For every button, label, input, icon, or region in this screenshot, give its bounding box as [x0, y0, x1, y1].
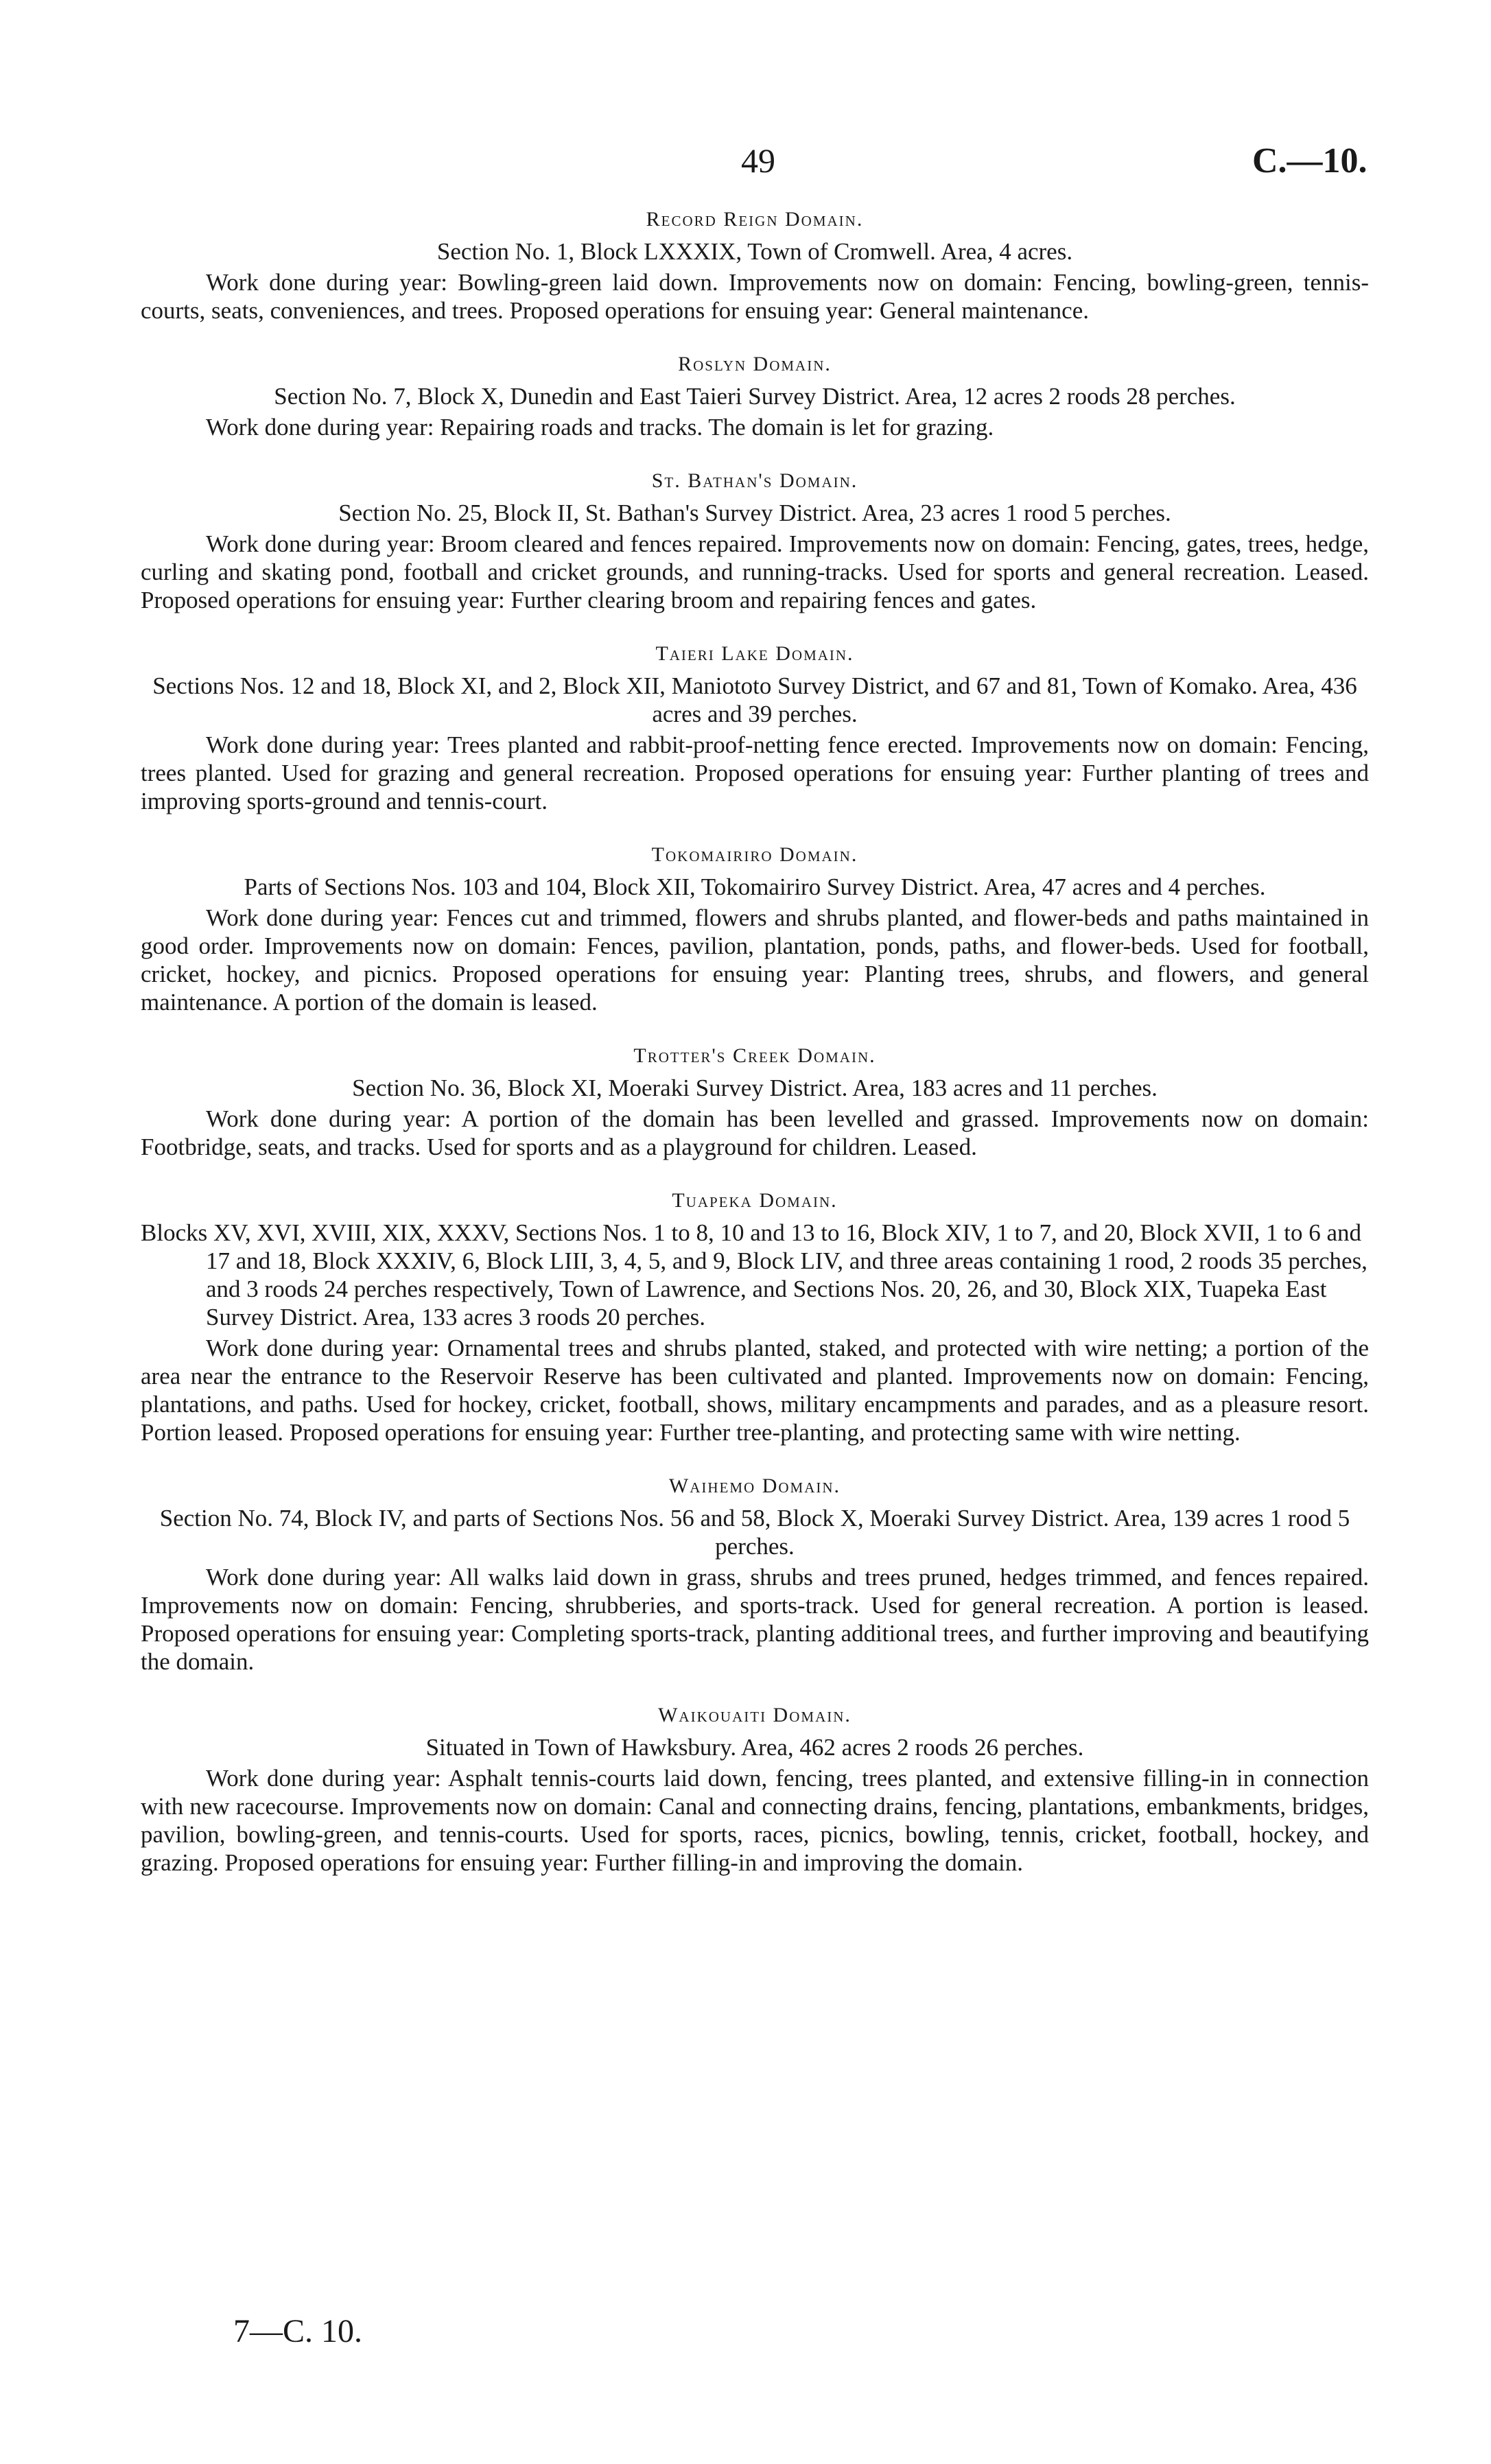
domain-work: Work done during year: Broom cleared and fences repaired. Improvements now on domain: Fencing, gates, trees, hedge, curling and skating pond, football and cricket grounds, and running-tracks. Used for sports and general recreation. Leased. Proposed operations for ensuing year: Further clearing broom and repairing fences and gates. [141, 530, 1369, 613]
domain-section [141, 351, 1369, 441]
domain-work: Work done during year: Ornamental trees and shrubs planted, staked, and protected with wire netting; a portion of the area near the entrance to the Reservoir Reserve has been cultivated and planted. Improvements now on domain: Fencing, plantations, and paths. Used for hockey, cricket, football, shows, military encampments and parades, and as a pleasure resort. Portion leased. Proposed operations for ensuing year: Further tree-planting, and protecting same with wire netting. [141, 1335, 1369, 1446]
domain-section [141, 1042, 1369, 1161]
domain-title: Waihemo Domain. [668, 1475, 841, 1497]
domain-work: Work done during year: Asphalt tennis-courts laid down, fencing, trees planted, and extensive filling-in in connection with new racecourse. Improvements now on domain: Canal and connecting drains, fencing, plantations, embankments, bridges, pavilion, bowling-green, and tennis-courts. Used for sports, races, picnics, bowling, tennis, cricket, football, hockey, and grazing. Proposed operations for ensuing year: Further filling-in and improving the domain. [141, 1765, 1369, 1876]
domain-location: Parts of Sections Nos. 103 and 104, Block XII, Tokomairiro Survey District. Area, 47 acres and 4 perches. [244, 873, 1266, 900]
domain-work: Work done during year: A portion of the domain has been levelled and grassed. Improvements now on domain: Footbridge, seats, and tracks. Used for sports and as a playground for children. Leased. [141, 1105, 1369, 1160]
footer-signature: 7—C. 10. [233, 2313, 363, 2349]
domain-work: Work done during year: Bowling-green laid down. Improvements now on domain: Fencing, bowling-green, tennis-courts, seats, conveniences, and trees. Proposed operations for ensuing year: General maintenance. [141, 269, 1369, 324]
domain-location: Section No. 1, Block LXXXIX, Town of Cromwell. Area, 4 acres. [436, 238, 1073, 265]
domain-section [141, 640, 1369, 815]
domain-location: Section No. 36, Block XI, Moeraki Survey District. Area, 183 acres and 11 perches. [352, 1075, 1158, 1101]
domain-location: Situated in Town of Hawksbury. Area, 462 acres 2 roods 26 perches. [425, 1734, 1084, 1761]
domain-title: Roslyn Domain. [678, 353, 832, 375]
domain-title: Record Reign Domain. [646, 208, 864, 231]
domain-section [141, 1472, 1369, 1676]
domain-work: Work done during year: All walks laid down in grass, shrubs and trees pruned, hedges trimmed, and fences repaired. Improvements now on domain: Fencing, shrubberies, and sports-track. Used for general recreation. A portion is leased. Proposed operations for ensuing year: Completing sports-track, planting additional trees, and further improving and beautifying the domain. [141, 1564, 1369, 1675]
domain-list [141, 206, 1369, 1877]
domain-location: Blocks XV, XVI, XVIII, XIX, XXXV, Sections Nos. 1 to 8, 10 and 13 to 16, Block XIV, 1 to 7, and 20, Block XVII, 1 to 6 and 17 and 18, Block XXXIV, 6, Block LIII, 3, 4, 5, and 9, Block LIV, and three areas containing 1 rood, 2 roods 35 perches, and 3 roods 24 perches respectively, Town of Lawrence, and Sections Nos. 20, 26, and 30, Block XIX, Tuapeka East Survey District. Area, 133 acres 3 roods 20 perches. [141, 1219, 1367, 1330]
domain-location: Section No. 74, Block IV, and parts of Sections Nos. 56 and 58, Block X, Moeraki Survey District. Area, 139 acres 1 rood 5 perches. [159, 1505, 1350, 1560]
domain-section [141, 1702, 1369, 1877]
domain-section [141, 206, 1369, 325]
domain-title: Tuapeka Domain. [672, 1189, 838, 1212]
domain-location: Section No. 25, Block II, St. Bathan's Survey District. Area, 23 acres 1 rood 5 perches. [338, 500, 1171, 526]
domain-section [141, 841, 1369, 1016]
domain-title: Waikouaiti Domain. [658, 1704, 852, 1726]
domain-work: Work done during year: Trees planted and rabbit-proof-netting fence erected. Improvements now on domain: Fencing, trees planted. Used for grazing and general recreation. Proposed operations for ensuing year: Further planting of trees and improving sports-ground and tennis-court. [141, 731, 1369, 814]
domain-section [141, 1187, 1369, 1446]
domain-title: Trotter's Creek Domain. [633, 1044, 876, 1067]
domain-title: Taieri Lake Domain. [655, 642, 854, 665]
domain-work: Work done during year: Fences cut and trimmed, flowers and shrubs planted, and flower-beds and paths maintained in good order. Improvements now on domain: Fences, pavilion, plantation, ponds, paths, and flower-beds. Used for football, cricket, hockey, and picnics. Proposed operations for ensuing year: Planting trees, shrubs, and flowers, and general maintenance. A portion of the domain is leased. [141, 904, 1369, 1016]
domain-title: St. Bathan's Domain. [651, 469, 858, 492]
report-reference: C.—10. [1252, 141, 1367, 180]
page-number: 49 [741, 141, 775, 180]
domain-title: Tokomairiro Domain. [651, 843, 858, 866]
domain-work: Work done during year: Repairing roads and tracks. The domain is let for grazing. [206, 414, 994, 441]
domain-location: Sections Nos. 12 and 18, Block XI, and 2, Block XII, Maniototo Survey District, and 67 and 81, Town of Komako. Area, 436 acres and 39 perches. [152, 672, 1357, 727]
domain-location: Section No. 7, Block X, Dunedin and East Taieri Survey District. Area, 12 acres 2 roods 28 perches. [274, 383, 1236, 410]
domain-section [141, 467, 1369, 614]
